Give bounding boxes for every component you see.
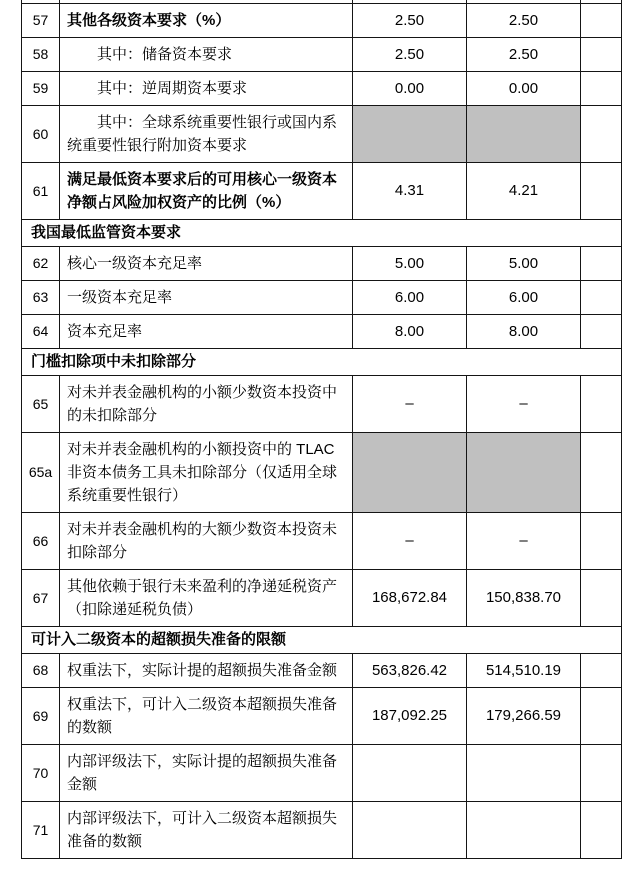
- note-cell: [581, 744, 622, 801]
- capital-requirements-table: [21, 0, 622, 859]
- table-row: [22, 37, 622, 71]
- value-cell-1: 8.00: [353, 314, 467, 348]
- value-cell-2: 5.00: [467, 246, 581, 280]
- row-label-cell: 其他依赖于银行未来盈利的净递延税资产（扣除递延税负债）: [60, 569, 353, 626]
- note-cell: [581, 375, 622, 432]
- value-cell-1: –: [353, 512, 467, 569]
- value-cell-2: 2.50: [467, 3, 581, 37]
- table-row: [22, 569, 622, 626]
- table-row: [22, 432, 622, 512]
- row-number-cell: 67: [22, 569, 60, 626]
- row-number-cell: 60: [22, 105, 60, 162]
- row-number-cell: 63: [22, 280, 60, 314]
- row-number-cell: 65a: [22, 432, 60, 512]
- value-cell-2: [467, 105, 581, 162]
- row-number-cell: 65: [22, 375, 60, 432]
- section-header-row: [22, 626, 622, 653]
- section-header-label: 门槛扣除项中未扣除部分: [22, 348, 622, 375]
- value-cell-1: 4.31: [353, 162, 467, 219]
- table-row: [22, 801, 622, 858]
- note-cell: [581, 512, 622, 569]
- row-label-cell: 其他各级资本要求（%）: [60, 3, 353, 37]
- row-label-cell: 满足最低资本要求后的可用核心一级资本净额占风险加权资产的比例（%）: [60, 162, 353, 219]
- row-number-cell: 58: [22, 37, 60, 71]
- value-cell-1: 5.00: [353, 246, 467, 280]
- value-cell-1: [353, 105, 467, 162]
- value-cell-1: 187,092.25: [353, 687, 467, 744]
- row-number-cell: 64: [22, 314, 60, 348]
- table-row: [22, 687, 622, 744]
- value-cell-1: 2.50: [353, 37, 467, 71]
- row-label-cell: 权重法下，可计入二级资本超额损失准备的数额: [60, 687, 353, 744]
- row-label-cell: 其中：储备资本要求: [60, 37, 353, 71]
- value-cell-1: 0.00: [353, 71, 467, 105]
- table-row: [22, 162, 622, 219]
- value-cell-2: [467, 432, 581, 512]
- section-header-label: 我国最低监管资本要求: [22, 219, 622, 246]
- row-number-cell: 57: [22, 3, 60, 37]
- row-label-cell: 内部评级法下，可计入二级资本超额损失准备的数额: [60, 801, 353, 858]
- table-row: [22, 314, 622, 348]
- row-label-cell: 核心一级资本充足率: [60, 246, 353, 280]
- note-cell: [581, 71, 622, 105]
- row-number-cell: 68: [22, 653, 60, 687]
- table-row: [22, 3, 622, 37]
- section-header-row: [22, 348, 622, 375]
- value-cell-2: –: [467, 512, 581, 569]
- value-cell-2: 514,510.19: [467, 653, 581, 687]
- table-row: [22, 246, 622, 280]
- row-number-cell: 66: [22, 512, 60, 569]
- value-cell-1: 2.50: [353, 3, 467, 37]
- note-cell: [581, 246, 622, 280]
- note-cell: [581, 432, 622, 512]
- row-label-cell: 对未并表金融机构的小额投资中的 TLAC 非资本债务工具未扣除部分（仅适用全球系统重要性银行）: [60, 432, 353, 512]
- table-row: [22, 744, 622, 801]
- value-cell-1: 563,826.42: [353, 653, 467, 687]
- value-cell-1: [353, 744, 467, 801]
- note-cell: [581, 105, 622, 162]
- value-cell-2: 179,266.59: [467, 687, 581, 744]
- row-label-cell: 权重法下，实际计提的超额损失准备金额: [60, 653, 353, 687]
- value-cell-2: 6.00: [467, 280, 581, 314]
- value-cell-2: 0.00: [467, 71, 581, 105]
- value-cell-2: 150,838.70: [467, 569, 581, 626]
- note-cell: [581, 569, 622, 626]
- note-cell: [581, 801, 622, 858]
- table-row: [22, 512, 622, 569]
- row-label-cell: 一级资本充足率: [60, 280, 353, 314]
- row-label-cell: 内部评级法下，实际计提的超额损失准备金额: [60, 744, 353, 801]
- row-number-cell: 62: [22, 246, 60, 280]
- row-label-cell: 其中：全球系统重要性银行或国内系统重要性银行附加资本要求: [60, 105, 353, 162]
- row-label-cell: 资本充足率: [60, 314, 353, 348]
- value-cell-2: [467, 744, 581, 801]
- value-cell-2: 4.21: [467, 162, 581, 219]
- row-label-cell: 其中：逆周期资本要求: [60, 71, 353, 105]
- note-cell: [581, 37, 622, 71]
- value-cell-2: [467, 801, 581, 858]
- table-body: [22, 0, 622, 858]
- value-cell-2: 8.00: [467, 314, 581, 348]
- row-label-cell: 对未并表金融机构的小额少数资本投资中的未扣除部分: [60, 375, 353, 432]
- section-header-label: 可计入二级资本的超额损失准备的限额: [22, 626, 622, 653]
- note-cell: [581, 653, 622, 687]
- table-row: [22, 105, 622, 162]
- value-cell-1: 168,672.84: [353, 569, 467, 626]
- value-cell-2: –: [467, 375, 581, 432]
- table-row: [22, 375, 622, 432]
- value-cell-1: 6.00: [353, 280, 467, 314]
- row-number-cell: 71: [22, 801, 60, 858]
- value-cell-1: [353, 432, 467, 512]
- row-number-cell: 70: [22, 744, 60, 801]
- row-number-cell: 69: [22, 687, 60, 744]
- table-row: [22, 653, 622, 687]
- section-header-row: [22, 219, 622, 246]
- table-row: [22, 71, 622, 105]
- note-cell: [581, 687, 622, 744]
- row-number-cell: 61: [22, 162, 60, 219]
- note-cell: [581, 314, 622, 348]
- note-cell: [581, 280, 622, 314]
- row-number-cell: 59: [22, 71, 60, 105]
- value-cell-1: [353, 801, 467, 858]
- note-cell: [581, 162, 622, 219]
- table-row: [22, 280, 622, 314]
- row-label-cell: 对未并表金融机构的大额少数资本投资未扣除部分: [60, 512, 353, 569]
- value-cell-1: –: [353, 375, 467, 432]
- value-cell-2: 2.50: [467, 37, 581, 71]
- note-cell: [581, 3, 622, 37]
